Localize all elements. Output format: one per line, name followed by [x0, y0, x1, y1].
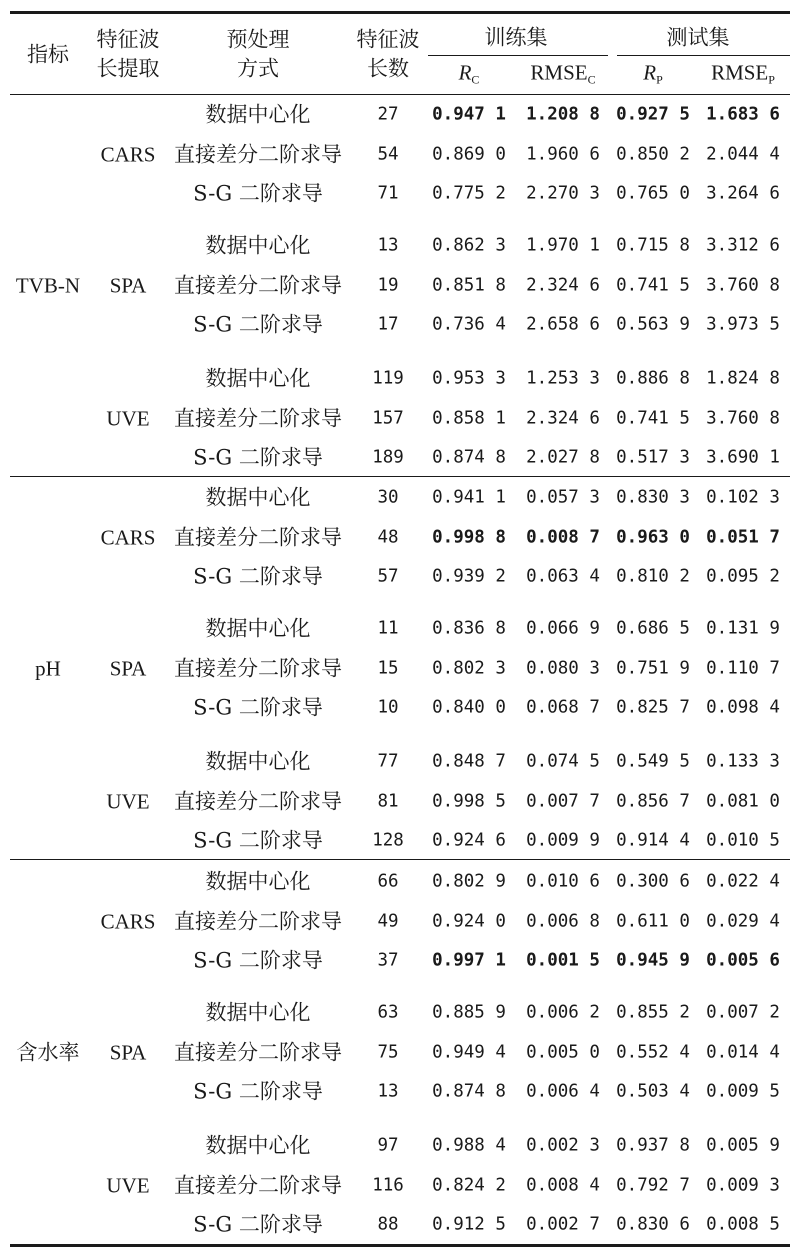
rc-cell: 0.953 3 [432, 368, 506, 389]
preprocess-cell: 直接差分二阶求导 [174, 789, 342, 814]
rmsec-cell: 1.208 8 [526, 104, 600, 125]
rmsep-cell: 0.009 5 [706, 1081, 780, 1102]
header-rule [10, 94, 790, 95]
rmsec-cell: 2.324 6 [526, 274, 600, 295]
rmsec-cell: 0.010 6 [526, 871, 600, 892]
wavelength-count-cell: 17 [377, 314, 399, 335]
rmsep-cell: 0.010 5 [706, 830, 780, 851]
rmsec-cell: 0.006 8 [526, 910, 600, 931]
rmsec-cell: 0.006 2 [526, 1002, 600, 1023]
rmsec-cell: 2.658 6 [526, 314, 600, 335]
rmsep-cell: 3.760 8 [706, 274, 780, 295]
preprocess-cell: 直接差分二阶求导 [174, 273, 342, 298]
rmsep-cell: 0.131 9 [706, 618, 780, 639]
rc-cell: 0.858 1 [432, 407, 506, 428]
preprocess-cell: 直接差分二阶求导 [174, 1040, 342, 1065]
rmsec-cell: 1.253 3 [526, 368, 600, 389]
rp-cell: 0.914 4 [616, 830, 690, 851]
wavelength-count-cell: 48 [377, 526, 399, 547]
rc-cell: 0.848 7 [432, 751, 506, 772]
rp-cell: 0.741 5 [616, 274, 690, 295]
preprocess-cell: 直接差分二阶求导 [174, 909, 342, 934]
rp-cell: 0.611 0 [616, 910, 690, 931]
test-underline [617, 55, 790, 56]
rmsep-cell: 0.133 3 [706, 751, 780, 772]
rmsec-cell: 0.068 7 [526, 697, 600, 718]
rc-cell: 0.949 4 [432, 1041, 506, 1062]
rc-cell: 0.924 6 [432, 830, 506, 851]
rmsep-cell: 0.098 4 [706, 697, 780, 718]
preprocess-cell: 数据中心化 [205, 102, 311, 127]
preprocess-cell: 直接差分二阶求导 [174, 406, 342, 431]
header-preprocess [227, 26, 290, 85]
header-rmsep-main: RMSE [711, 60, 769, 85]
wavelength-count-cell: 11 [377, 618, 399, 639]
preprocess-cell: S-G 二阶求导 [193, 312, 323, 337]
extraction-method-cell: SPA [109, 1040, 147, 1065]
preprocess-cell: 直接差分二阶求导 [174, 525, 342, 550]
wavelength-count-cell: 30 [377, 487, 399, 508]
header-extraction-line-2: 长提取 [96, 57, 160, 81]
rmsec-cell: 2.324 6 [526, 407, 600, 428]
header-rmsec-sub: C [587, 72, 596, 87]
indicator-cell: TVB-N [15, 273, 81, 298]
rmsep-cell: 0.009 3 [706, 1174, 780, 1195]
rc-cell: 0.736 4 [432, 314, 506, 335]
wavelength-count-cell: 75 [377, 1041, 399, 1062]
header-count-line-1: 特征波 [356, 27, 420, 52]
rmsec-cell: 0.063 4 [526, 566, 600, 587]
rc-cell: 0.869 0 [432, 143, 506, 164]
rc-cell: 0.885 9 [432, 1002, 506, 1023]
preprocess-cell: S-G 二阶求导 [193, 695, 323, 720]
header-test: 测试集 [666, 25, 730, 50]
extraction-method-cell: SPA [109, 273, 147, 298]
preprocess-cell: S-G 二阶求导 [193, 564, 323, 589]
rmsec-cell: 1.970 1 [526, 235, 600, 256]
rc-cell: 0.874 8 [432, 447, 506, 468]
rp-cell: 0.549 5 [616, 751, 690, 772]
header-extraction [97, 26, 160, 85]
rp-cell: 0.810 2 [616, 566, 690, 587]
rp-cell: 0.300 6 [616, 871, 690, 892]
header-count-line-2: 长数 [367, 57, 409, 81]
rmsep-cell: 0.102 3 [706, 487, 780, 508]
indicator-cell: 含水率 [16, 1040, 80, 1065]
preprocess-cell: S-G 二阶求导 [193, 948, 323, 973]
extraction-method-cell: UVE [106, 406, 150, 431]
rp-cell: 0.963 0 [616, 526, 690, 547]
section-rule-ph [10, 476, 790, 477]
rmsep-cell: 0.095 2 [706, 566, 780, 587]
header-rp [643, 60, 663, 87]
wavelength-count-cell: 13 [377, 235, 399, 256]
top-rule [10, 11, 790, 14]
rmsec-cell: 1.960 6 [526, 143, 600, 164]
section-rule-moisture [10, 859, 790, 860]
rmsep-cell: 2.044 4 [706, 143, 780, 164]
header-count [357, 26, 420, 85]
rmsep-cell: 0.008 5 [706, 1214, 780, 1235]
wavelength-count-cell: 88 [377, 1214, 399, 1235]
preprocess-cell: 直接差分二阶求导 [174, 142, 342, 167]
rp-cell: 0.563 9 [616, 314, 690, 335]
extraction-method-cell: CARS [100, 909, 156, 934]
header-extraction-line-1: 特征波 [96, 27, 160, 52]
rp-cell: 0.927 5 [616, 104, 690, 125]
rmsep-cell: 1.683 6 [706, 104, 780, 125]
header-preprocess-line-1: 预处理 [226, 27, 290, 52]
rmsec-cell: 0.080 3 [526, 657, 600, 678]
header-rmsec-main: RMSE [530, 60, 588, 85]
rmsep-cell: 1.824 8 [706, 368, 780, 389]
wavelength-count-cell: 71 [377, 183, 399, 204]
header-rmsec [530, 60, 596, 87]
rc-cell: 0.874 8 [432, 1081, 506, 1102]
rc-cell: 0.802 9 [432, 871, 506, 892]
preprocess-cell: 数据中心化 [205, 366, 311, 391]
header-preprocess-line-2: 方式 [237, 57, 279, 81]
preprocess-cell: 数据中心化 [205, 1133, 311, 1158]
rc-cell: 0.947 1 [432, 104, 506, 125]
rmsep-cell: 0.007 2 [706, 1002, 780, 1023]
rp-cell: 0.751 9 [616, 657, 690, 678]
rmsec-cell: 0.009 9 [526, 830, 600, 851]
rp-cell: 0.686 5 [616, 618, 690, 639]
rc-cell: 0.912 5 [432, 1214, 506, 1235]
rmsep-cell: 0.029 4 [706, 910, 780, 931]
wavelength-count-cell: 157 [372, 407, 404, 428]
rc-cell: 0.924 0 [432, 910, 506, 931]
wavelength-count-cell: 63 [377, 1002, 399, 1023]
preprocess-cell: 数据中心化 [205, 233, 311, 258]
rp-cell: 0.503 4 [616, 1081, 690, 1102]
rp-cell: 0.830 3 [616, 487, 690, 508]
rmsep-cell: 0.110 7 [706, 657, 780, 678]
rp-cell: 0.825 7 [616, 697, 690, 718]
rp-cell: 0.937 8 [616, 1135, 690, 1156]
preprocess-cell: 数据中心化 [205, 869, 311, 894]
extraction-method-cell: CARS [100, 142, 156, 167]
wavelength-count-cell: 66 [377, 871, 399, 892]
header-indicator: 指标 [27, 42, 69, 67]
rmsec-cell: 0.002 7 [526, 1214, 600, 1235]
rp-cell: 0.855 2 [616, 1002, 690, 1023]
rp-cell: 0.765 0 [616, 183, 690, 204]
preprocess-cell: S-G 二阶求导 [193, 1079, 323, 1104]
rmsec-cell: 0.074 5 [526, 751, 600, 772]
wavelength-count-cell: 77 [377, 751, 399, 772]
wavelength-count-cell: 19 [377, 274, 399, 295]
preprocess-cell: 数据中心化 [205, 1000, 311, 1025]
rp-cell: 0.886 8 [616, 368, 690, 389]
header-train: 训练集 [484, 25, 548, 50]
preprocess-cell: 数据中心化 [205, 485, 311, 510]
rmsec-cell: 0.057 3 [526, 487, 600, 508]
rc-cell: 0.840 0 [432, 697, 506, 718]
rmsep-cell: 3.973 5 [706, 314, 780, 335]
wavelength-count-cell: 27 [377, 104, 399, 125]
wavelength-count-cell: 37 [377, 950, 399, 971]
extraction-method-cell: CARS [100, 525, 156, 550]
rc-cell: 0.997 1 [432, 950, 506, 971]
header-rc [458, 60, 480, 87]
rmsep-cell: 3.690 1 [706, 447, 780, 468]
wavelength-count-cell: 97 [377, 1135, 399, 1156]
rmsec-cell: 2.027 8 [526, 447, 600, 468]
wavelength-count-cell: 13 [377, 1081, 399, 1102]
rp-cell: 0.715 8 [616, 235, 690, 256]
rmsec-cell: 0.066 9 [526, 618, 600, 639]
preprocess-cell: 数据中心化 [205, 616, 311, 641]
header-rc-sub: C [471, 72, 480, 87]
preprocess-cell: 数据中心化 [205, 749, 311, 774]
extraction-method-cell: SPA [109, 656, 147, 681]
preprocess-cell: S-G 二阶求导 [193, 1212, 323, 1237]
wavelength-count-cell: 54 [377, 143, 399, 164]
wavelength-count-cell: 10 [377, 697, 399, 718]
wavelength-count-cell: 15 [377, 657, 399, 678]
rc-cell: 0.836 8 [432, 618, 506, 639]
rp-cell: 0.850 2 [616, 143, 690, 164]
rmsec-cell: 2.270 3 [526, 183, 600, 204]
rmsep-cell: 0.051 7 [706, 526, 780, 547]
rmsec-cell: 0.006 4 [526, 1081, 600, 1102]
wavelength-count-cell: 57 [377, 566, 399, 587]
train-underline [428, 55, 608, 56]
rc-cell: 0.775 2 [432, 183, 506, 204]
rp-cell: 0.552 4 [616, 1041, 690, 1062]
wavelength-count-cell: 116 [372, 1174, 404, 1195]
header-rmsep-sub: P [768, 72, 775, 87]
rc-cell: 0.998 8 [432, 526, 506, 547]
header-rc-main: R [458, 60, 472, 85]
preprocess-cell: 直接差分二阶求导 [174, 1173, 342, 1198]
preprocess-cell: S-G 二阶求导 [193, 828, 323, 853]
preprocess-cell: S-G 二阶求导 [193, 445, 323, 470]
rc-cell: 0.998 5 [432, 790, 506, 811]
wavelength-count-cell: 81 [377, 790, 399, 811]
rmsec-cell: 0.001 5 [526, 950, 600, 971]
rc-cell: 0.802 3 [432, 657, 506, 678]
rmsep-cell: 0.005 6 [706, 950, 780, 971]
wavelength-count-cell: 119 [372, 368, 404, 389]
rc-cell: 0.862 3 [432, 235, 506, 256]
rmsep-cell: 0.081 0 [706, 790, 780, 811]
extraction-method-cell: UVE [106, 789, 150, 814]
rp-cell: 0.945 9 [616, 950, 690, 971]
rmsep-cell: 3.264 6 [706, 183, 780, 204]
rmsec-cell: 0.008 4 [526, 1174, 600, 1195]
rmsep-cell: 3.760 8 [706, 407, 780, 428]
indicator-cell: pH [35, 656, 61, 681]
bottom-rule [10, 1244, 790, 1247]
rc-cell: 0.941 1 [432, 487, 506, 508]
rmsep-cell: 0.014 4 [706, 1041, 780, 1062]
rp-cell: 0.517 3 [616, 447, 690, 468]
rp-cell: 0.741 5 [616, 407, 690, 428]
wavelength-count-cell: 189 [372, 447, 404, 468]
rc-cell: 0.824 2 [432, 1174, 506, 1195]
rmsep-cell: 0.022 4 [706, 871, 780, 892]
header-rp-main: R [643, 60, 657, 85]
rmsec-cell: 0.008 7 [526, 526, 600, 547]
header-rmsep [711, 60, 775, 87]
wavelength-count-cell: 49 [377, 910, 399, 931]
rmsec-cell: 0.005 0 [526, 1041, 600, 1062]
rc-cell: 0.939 2 [432, 566, 506, 587]
header-rp-sub: P [656, 72, 663, 87]
rp-cell: 0.856 7 [616, 790, 690, 811]
rp-cell: 0.792 7 [616, 1174, 690, 1195]
rmsec-cell: 0.007 7 [526, 790, 600, 811]
preprocess-cell: 直接差分二阶求导 [174, 656, 342, 681]
rmsep-cell: 0.005 9 [706, 1135, 780, 1156]
rc-cell: 0.988 4 [432, 1135, 506, 1156]
extraction-method-cell: UVE [106, 1173, 150, 1198]
wavelength-count-cell: 128 [372, 830, 404, 851]
rc-cell: 0.851 8 [432, 274, 506, 295]
rmsep-cell: 3.312 6 [706, 235, 780, 256]
rp-cell: 0.830 6 [616, 1214, 690, 1235]
rmsec-cell: 0.002 3 [526, 1135, 600, 1156]
preprocess-cell: S-G 二阶求导 [193, 181, 323, 206]
